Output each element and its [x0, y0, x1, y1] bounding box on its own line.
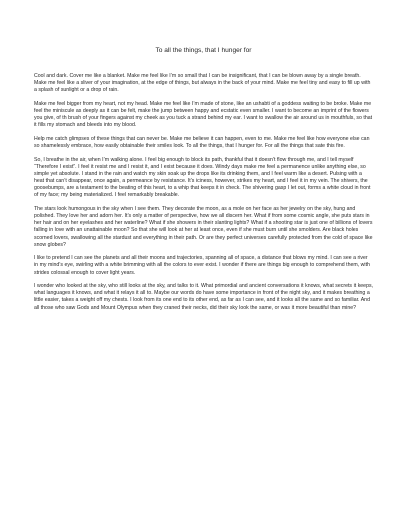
paragraph-6: I like to pretend I can see the planets and all their moons and trajectories, spanning all of space, a distance that blows my mind. I can see a river in my mind’s eye, swirling with a white brimming with all the colors to ever exist. I wonder if there are things big enough to comprehend them, with strides colossal enough to cover light years. [34, 255, 370, 276]
paragraph-5: The stars look humongous in the sky when I see them. They decorate the moon, as a mole on her face as her jewelry on the sky, hung and polished. They love her and adorn her. It’s only a matter of perspective, how we all discern her. What if from some cosmic angle, she puts stars in her hair and on her eyelashes and her waterline? What if she showers in their slanting lights? What if a shooting star is just one of billions of lovers falling in love with an unattainable moon? So that she will look at her at least once, even if she must burn until she smolders. Are black holes scorned lovers, swallowing all the stardust and everything in their path. Or are they perfect universes carefully protected from the cold of space like snow globes? [34, 205, 373, 248]
document-title: To all the things, that I hunger for [155, 47, 252, 54]
paragraph-1: Cool and dark. Cover me like a blanket. Make me feel like I’m so small that I can be insignificant, that I can be blown away by a single breath. Make me feel like a sliver of your imagination, at the edge of things, but always in the back of your mind. Make me feel tiny and easy to fill up with a splash of sunlight or a drop of rain. [34, 73, 371, 94]
paragraph-3: Help me catch glimpses of these things that can never be. Make me believe it can happen, even to me. Make me feel like how everyone else can so shamelessly embrace, how easily obtainable their smiles look. To all the things, that I hunger for. For all the things that sate this fire. [34, 135, 370, 150]
paragraph-4: So, I breathe in the air, when I’m walking alone. I feel big enough to block its path, thankful that it doesn’t flow through me, and I tell myself “Therefore I exist”. I feel it resist me and I resist it, and I exist because it does. Windy days make me feel a permanence unlike anything else, so simple yet absolute. I stand in the rain and watch my skin soak up the drops like its drinking them, and I feel warm like a desert. Pulsing with a heat that can’t disappear, once again, a permeance by resistance. It’s iciness, however, strikes my heart, and I feel it in my vein. The shivers, the goosebumps, are a testament to the beating of this heart, to a whip that keeps it in check. The shivering gasp I let out, forms a white cloud in front of my face; my being materialized. I feel remarkably breakable. [34, 156, 371, 199]
paragraph-2: Make me feel bigger from my heart, not my head. Make me feel like I’m made of stone, like an ushabti of a goddess waiting to be broke. Make me feel the miniscule as deeply as it can be felt, make the jump between happy and ecstatic even smaller. I want to become an imprint of the flowers you give, of th brush of your fingers against my cheek as you tuck a strand behind my ear. I want to swallow the air around us in mouthfuls, so that it fills my stomach and bleeds into my blood. [34, 100, 373, 129]
paragraph-7: I wonder who looked at the sky, who still looks at the sky, and talks to it. What primordial and ancient conversations it knows, what secrets it keeps, what languages it knows, and what it relays it all to. Maybe our words do have some importance in front of the night sky, and it makes breathing a little easier, takes a weight off my chests. I look from its one end to its other end, as far as I can see, and it looks all the same and so familiar. And all those who saw Gods and Mount Olympus when they craned their necks, did their sky look the same, or was it more beautiful than mine? [34, 283, 373, 311]
